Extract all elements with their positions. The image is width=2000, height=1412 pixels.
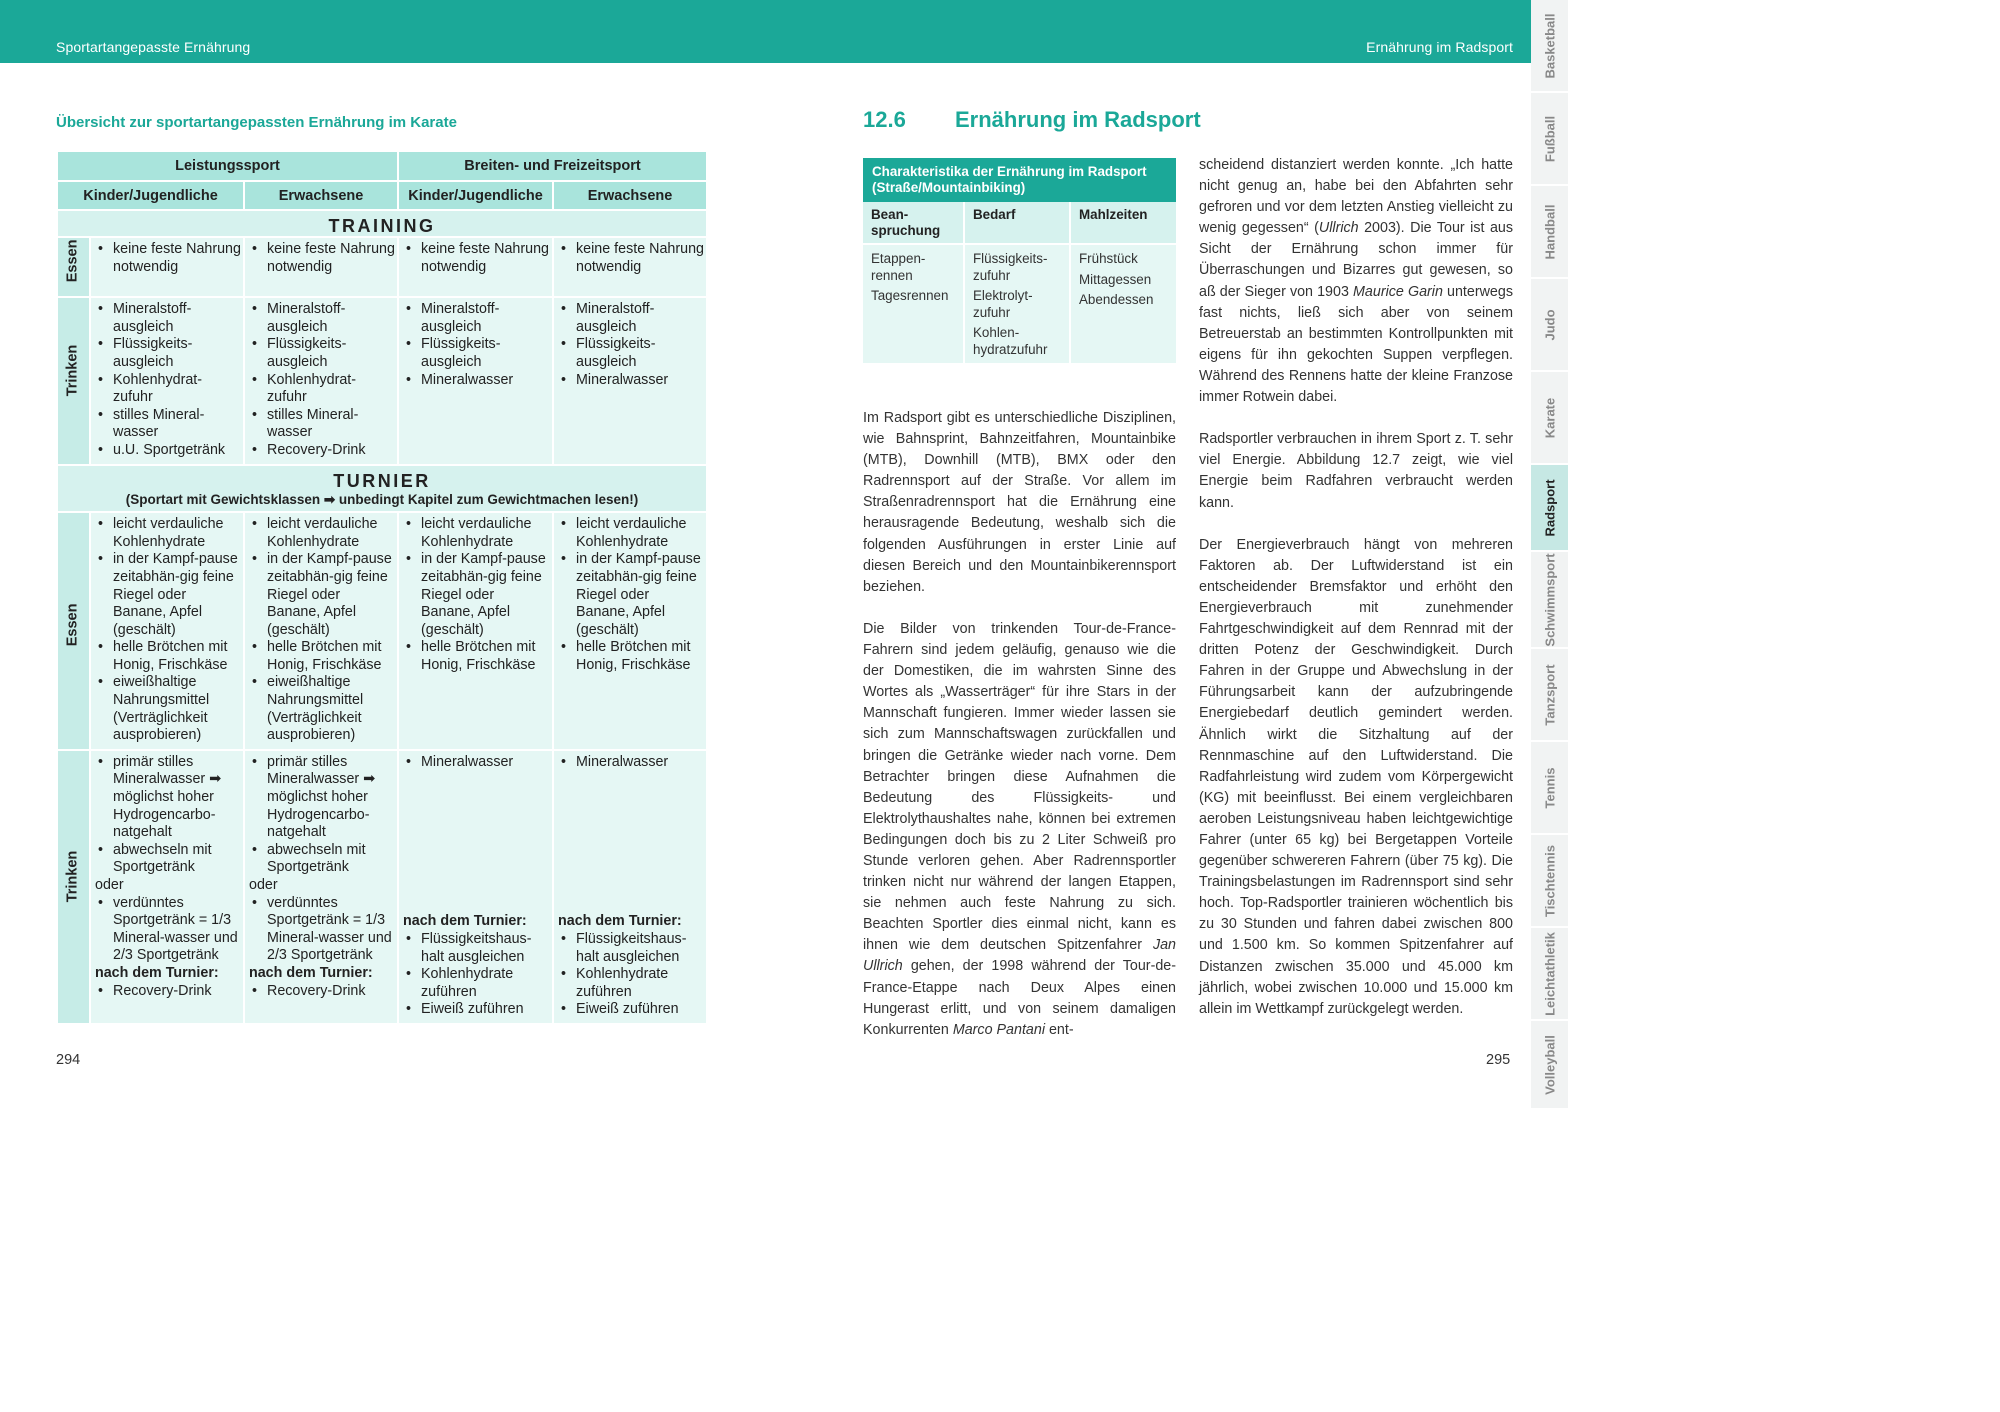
training-section-row [57,210,707,237]
list-item: • Flüssigkeits-ausgleich [558,336,704,371]
turnier-title: TURNIER [333,470,431,491]
list-item: • Flüssigkeits-ausgleich [403,336,550,371]
list-item: • Kohlenhydrat-zufuhr [249,372,395,407]
list-item: • Mineralwasser [403,754,550,772]
turnier-subtitle: (Sportart mit Gewichtsklassen ➡ unbedingt Kapitel zum Gewichtmachen lesen!) [125,491,639,507]
row-label-turnier-essen: Essen [64,603,81,647]
list-item: Frühstück [1079,251,1138,266]
tab-tischtennis[interactable]: Tischtennis [1531,835,1568,927]
column-beanspruchung [863,202,965,363]
after-tournament-label: nach dem Turnier: [403,913,527,930]
list-item: • Mineralstoff-ausgleich [249,301,395,336]
row-label-turnier-trinken: Trinken [64,850,81,903]
header-breitensport: Breiten- und Freizeitsport [398,151,707,181]
list-item: • Mineralstoff-ausgleich [558,301,704,336]
list-item: • Flüssigkeits-ausgleich [95,336,241,371]
column-bedarf [965,202,1071,363]
oder-label: oder [249,877,278,893]
list-item: • leicht verdauliche Kohlenhydrate [95,516,241,551]
tab-schwimmsport[interactable]: Schwimmsport [1531,552,1568,648]
tab-leichtathletik[interactable]: Leichtathletik [1531,928,1568,1020]
tab-karate[interactable]: Karate [1531,372,1568,464]
header-erwachsene-leistung: Erwachsene [244,181,398,211]
list-item: • leicht verdauliche Kohlenhydrate [249,516,395,551]
list-item: Mittagessen [1079,271,1152,287]
header-leistungssport: Leistungssport [57,151,398,181]
list-item: • Mineralwasser [403,372,550,390]
list-item: • verdünntes Sportgetränk = 1/3 Mineral-wasser und 2/3 Sportgetränk [249,895,395,965]
list-item: • Mineralwasser [558,372,704,390]
paragraph: scheidend distanziert werden konnte. „Ich hatte nicht genug an, habe bei den Abfahrten sehr gefroren und vor dem letzten Anstieg vielleicht zu wenig gegessen“ (Ullrich 2003). Die Tour ist aus Sicht der Ernährung schon immer für Überraschungen und Bizarres gut gewesen, so aß der Sieger von 1903 Maurice Garin unterwegs fast nichts, ließ sich aber von seinem Betreuerstab an bestimmten Kontrollpunkten mit eigens für ihn gekochten Suppen verpflegen. Während des Rennens hatte der kleine Franzose immer Rotwein dabei. [1199,157,1513,406]
after-tournament-label: nach dem Turnier: [558,913,682,930]
list-item: Abendessen [1079,292,1154,307]
turnier-trinken-row [57,750,707,1024]
list-item: • Recovery-Drink [249,983,395,1001]
list-item: • eiweißhaltige Nahrungsmittel (Verträglichkeit ausprobieren) [95,674,241,744]
after-tournament-label: nach dem Turnier: [95,964,219,981]
list-item: • stilles Mineral-wasser [249,407,395,442]
table-sub-header-row [57,181,707,211]
list-item: • verdünntes Sportgetränk = 1/3 Mineral-wasser und 2/3 Sportgetränk [95,895,241,965]
list-item: • Flüssigkeitshaus-halt ausgleichen [403,931,550,966]
column-mahlzeiten [1071,202,1176,363]
tab-handball[interactable]: Handball [1531,186,1568,278]
list-item: Tagesrennen [871,288,949,303]
tab-fussball[interactable]: Fußball [1531,93,1568,185]
list-item: • Recovery-Drink [95,983,241,1001]
section-number: 12.6 [863,107,906,132]
list-item: • keine feste Nahrung notwendig [403,241,550,276]
list-item: • in der Kampf-pause zeitabhän-gig feine Riegel oder Banane, Apfel (geschält) [558,551,704,639]
list-item: Etappen-rennen [871,251,926,283]
list-item: • helle Brötchen mit Honig, Frischkäse [403,639,550,674]
running-header-left: Sportartangepasste Ernährung [56,39,251,55]
table-group-header-row [57,151,707,181]
person-name: Jan Ullrich [863,937,1176,975]
paragraph: Radsportler verbrauchen in ihrem Sport z. T. sehr viel Energie. Abbildung 12.7 zeigt, wie viel Energie beim Radfahren verbraucht werden kann. [1199,431,1513,511]
header-kinder-leistung: Kinder/Jugendliche [57,181,244,211]
turnier-essen-row [57,512,707,750]
list-item: • Mineralstoff-ausgleich [403,301,550,336]
list-item: Flüssigkeits-zufuhr [973,251,1048,283]
list-item: • Kohlenhydrate zuführen [558,966,704,1001]
list-item: Kohlen-hydratzufuhr [973,325,1048,357]
list-item: • leicht verdauliche Kohlenhydrate [403,516,550,551]
after-tournament-label: nach dem Turnier: [249,964,373,981]
list-item: • primär stilles Mineralwasser ➡ möglichst hoher Hydrogencarbo-natgehalt [249,754,395,842]
list-item: • helle Brötchen mit Honig, Frischkäse [249,639,395,674]
list-item: • in der Kampf-pause zeitabhän-gig feine Riegel oder Banane, Apfel (geschält) [249,551,395,639]
list-item: • in der Kampf-pause zeitabhän-gig feine Riegel oder Banane, Apfel (geschält) [95,551,241,639]
list-item: • keine feste Nahrung notwendig [95,241,241,276]
training-trinken-row [57,297,707,464]
tab-tanzsport[interactable]: Tanzsport [1531,649,1568,741]
running-header-right: Ernährung im Radsport [1366,39,1513,55]
list-item: • keine feste Nahrung notwendig [249,241,395,276]
list-item: • Eiweiß zuführen [558,1001,704,1019]
training-essen-row [57,237,707,297]
list-item: • Recovery-Drink [249,442,395,460]
characteristics-box [863,158,1176,363]
list-item: • keine feste Nahrung notwendig [558,241,704,276]
tab-judo[interactable]: Judo [1531,279,1568,371]
column-header: Bean-spruchung [863,202,963,245]
page-number-right: 295 [1486,1052,1511,1068]
list-item: • Flüssigkeitshaus-halt ausgleichen [558,931,704,966]
list-item: • u.U. Sportgetränk [95,442,241,460]
header-kinder-breiten: Kinder/Jugendliche [398,181,553,211]
list-item: • stilles Mineral-wasser [95,407,241,442]
turnier-section-row [57,465,707,513]
body-column-2 [1199,155,1513,1020]
training-title: TRAINING [328,216,436,237]
list-item: Elektrolyt-zufuhr [973,288,1033,320]
list-item: • Kohlenhydrate zuführen [403,966,550,1001]
column-header: Bedarf [965,202,1069,245]
list-item: • helle Brötchen mit Honig, Frischkäse [558,639,704,674]
list-item: • primär stilles Mineralwasser ➡ möglichst hoher Hydrogencarbo-natgehalt [95,754,241,842]
citation-name: Ullrich [1318,220,1359,237]
paragraph: Die Bilder von trinkenden Tour-de-France-Fahrern sind jedem geläufig, genauso wie die der Domestiken, die im wahrsten Sinne des Wortes als „Wasserträger“ für ihre Stars in der Mannschaft fungieren. Immer wieder lassen sie sich zum Mannschaftswagen zurückfallen und bringen die Getränke wieder nach vorne. Dem Betrachter bringen diese Aufnahmen die Bedeutung des Flüssigkeits- und Elektrolythaushaltes nahe, können bei extremen Bedingungen doch bis zu 2 Liter Schweiß pro Stunde verloren gehen. Aber Radrennsportler trinken nicht nur während der langen Etappen, sie nehmen auch feste Nahrung zu sich. Beachten Sportler dies einmal nicht, kann es ihnen wie dem deutschen Spitzenfahrer Jan Ullrich gehen, der 1998 während der Tour-de-France-Etappe nach Deux Alpes einen Hungerast erlitt, und von seinem damaligen Konkurrenten Marco Pantani ent- [863,620,1176,1038]
header-erwachsene-breiten: Erwachsene [553,181,707,211]
tab-tennis[interactable]: Tennis [1531,742,1568,834]
list-item: • abwechseln mit Sportgetränk [95,842,241,877]
person-name: Marco Pantani [952,1021,1045,1038]
column-header: Mahlzeiten [1071,202,1176,245]
page-number-left: 294 [56,1052,81,1068]
sport-thumb-index [1531,0,1568,1109]
tab-radsport[interactable]: Radsport [1531,465,1568,551]
list-item: • helle Brötchen mit Honig, Frischkäse [95,639,241,674]
tab-volleyball[interactable]: Volleyball [1531,1021,1568,1109]
person-name: Maurice Garin [1353,283,1443,300]
tab-basketball[interactable]: Basketball [1531,0,1568,92]
list-item: • in der Kampf-pause zeitabhän-gig feine Riegel oder Banane, Apfel (geschält) [403,551,550,639]
oder-label: oder [95,877,124,893]
left-page-title: Übersicht zur sportartangepassten Ernährung im Karate [56,114,457,131]
list-item: • Eiweiß zuführen [403,1001,550,1019]
paragraph: Im Radsport gibt es unterschiedliche Disziplinen, wie Bahnsprint, Bahnzeitfahren, Mountainbike (MTB), Downhill (MTB), BMX oder den Radrennsport auf der Straße. Vor allem im Straßenradrennsport hat die Ernährung eine herausragende Bedeutung, weshalb sich die folgenden Ausführungen in erster Linie auf diesen Bereich und den Mountainbikerennsport beziehen. [863,410,1176,595]
list-item: • Flüssigkeits-ausgleich [249,336,395,371]
list-item: • eiweißhaltige Nahrungsmittel (Verträglichkeit ausprobieren) [249,674,395,744]
karate-nutrition-table [56,150,708,1025]
list-item: • Mineralwasser [558,754,704,772]
characteristics-box-title: Charakteristika der Ernährung im Radsport (Straße/Mountainbiking) [863,158,1176,202]
row-label-training-trinken: Trinken [64,344,81,397]
body-column-1 [863,408,1176,1041]
list-item: • Mineralstoff-ausgleich [95,301,241,336]
list-item: • leicht verdauliche Kohlenhydrate [558,516,704,551]
list-item: • Kohlenhydrat-zufuhr [95,372,241,407]
paragraph: Der Energieverbrauch hängt von mehreren Faktoren ab. Der Luftwiderstand ist ein entscheidender Bremsfaktor und erhöht den Energieverbrauch mit zunehmender Fahrtgeschwindigkeit auf dem Rennrad mit der dritten Potenz der Geschwindigkeit. Durch Fahren in der Gruppe und Abwechslung in der Führungsarbeit kann der aufzubringende Energiebedarf deutlich gemindert werden. Ähnlich wirkt die Sitzhaltung auf der Rennmaschine auf den Luftwiderstand. Die Radfahrleistung wird zudem vom Körpergewicht (KG) mit beeinflusst. Bei einem vergleichbaren aeroben Leistungsniveau haben leichtgewichtige Fahrer (unter 65 kg) bei Bergetappen Vorteile gegenüber schwereren Fahrern (über 75 kg). Die Trainingsbelastungen im Radrennsport sind sehr hoch. Top-Radsportler trainieren wöchentlich bis zu 30 Stunden und fahren dabei zwischen 800 und 1.500 km. So kommen Spitzenfahrer auf Distanzen zwischen 35.000 und 45.000 km jährlich, wobei zwischen 10.000 und 15.000 km allein im Wettkampf zurückgelegt werden. [1199,536,1513,1017]
section-title: Ernährung im Radsport [955,107,1201,132]
row-label-training-essen: Essen [64,239,81,283]
list-item: • abwechseln mit Sportgetränk [249,842,395,877]
